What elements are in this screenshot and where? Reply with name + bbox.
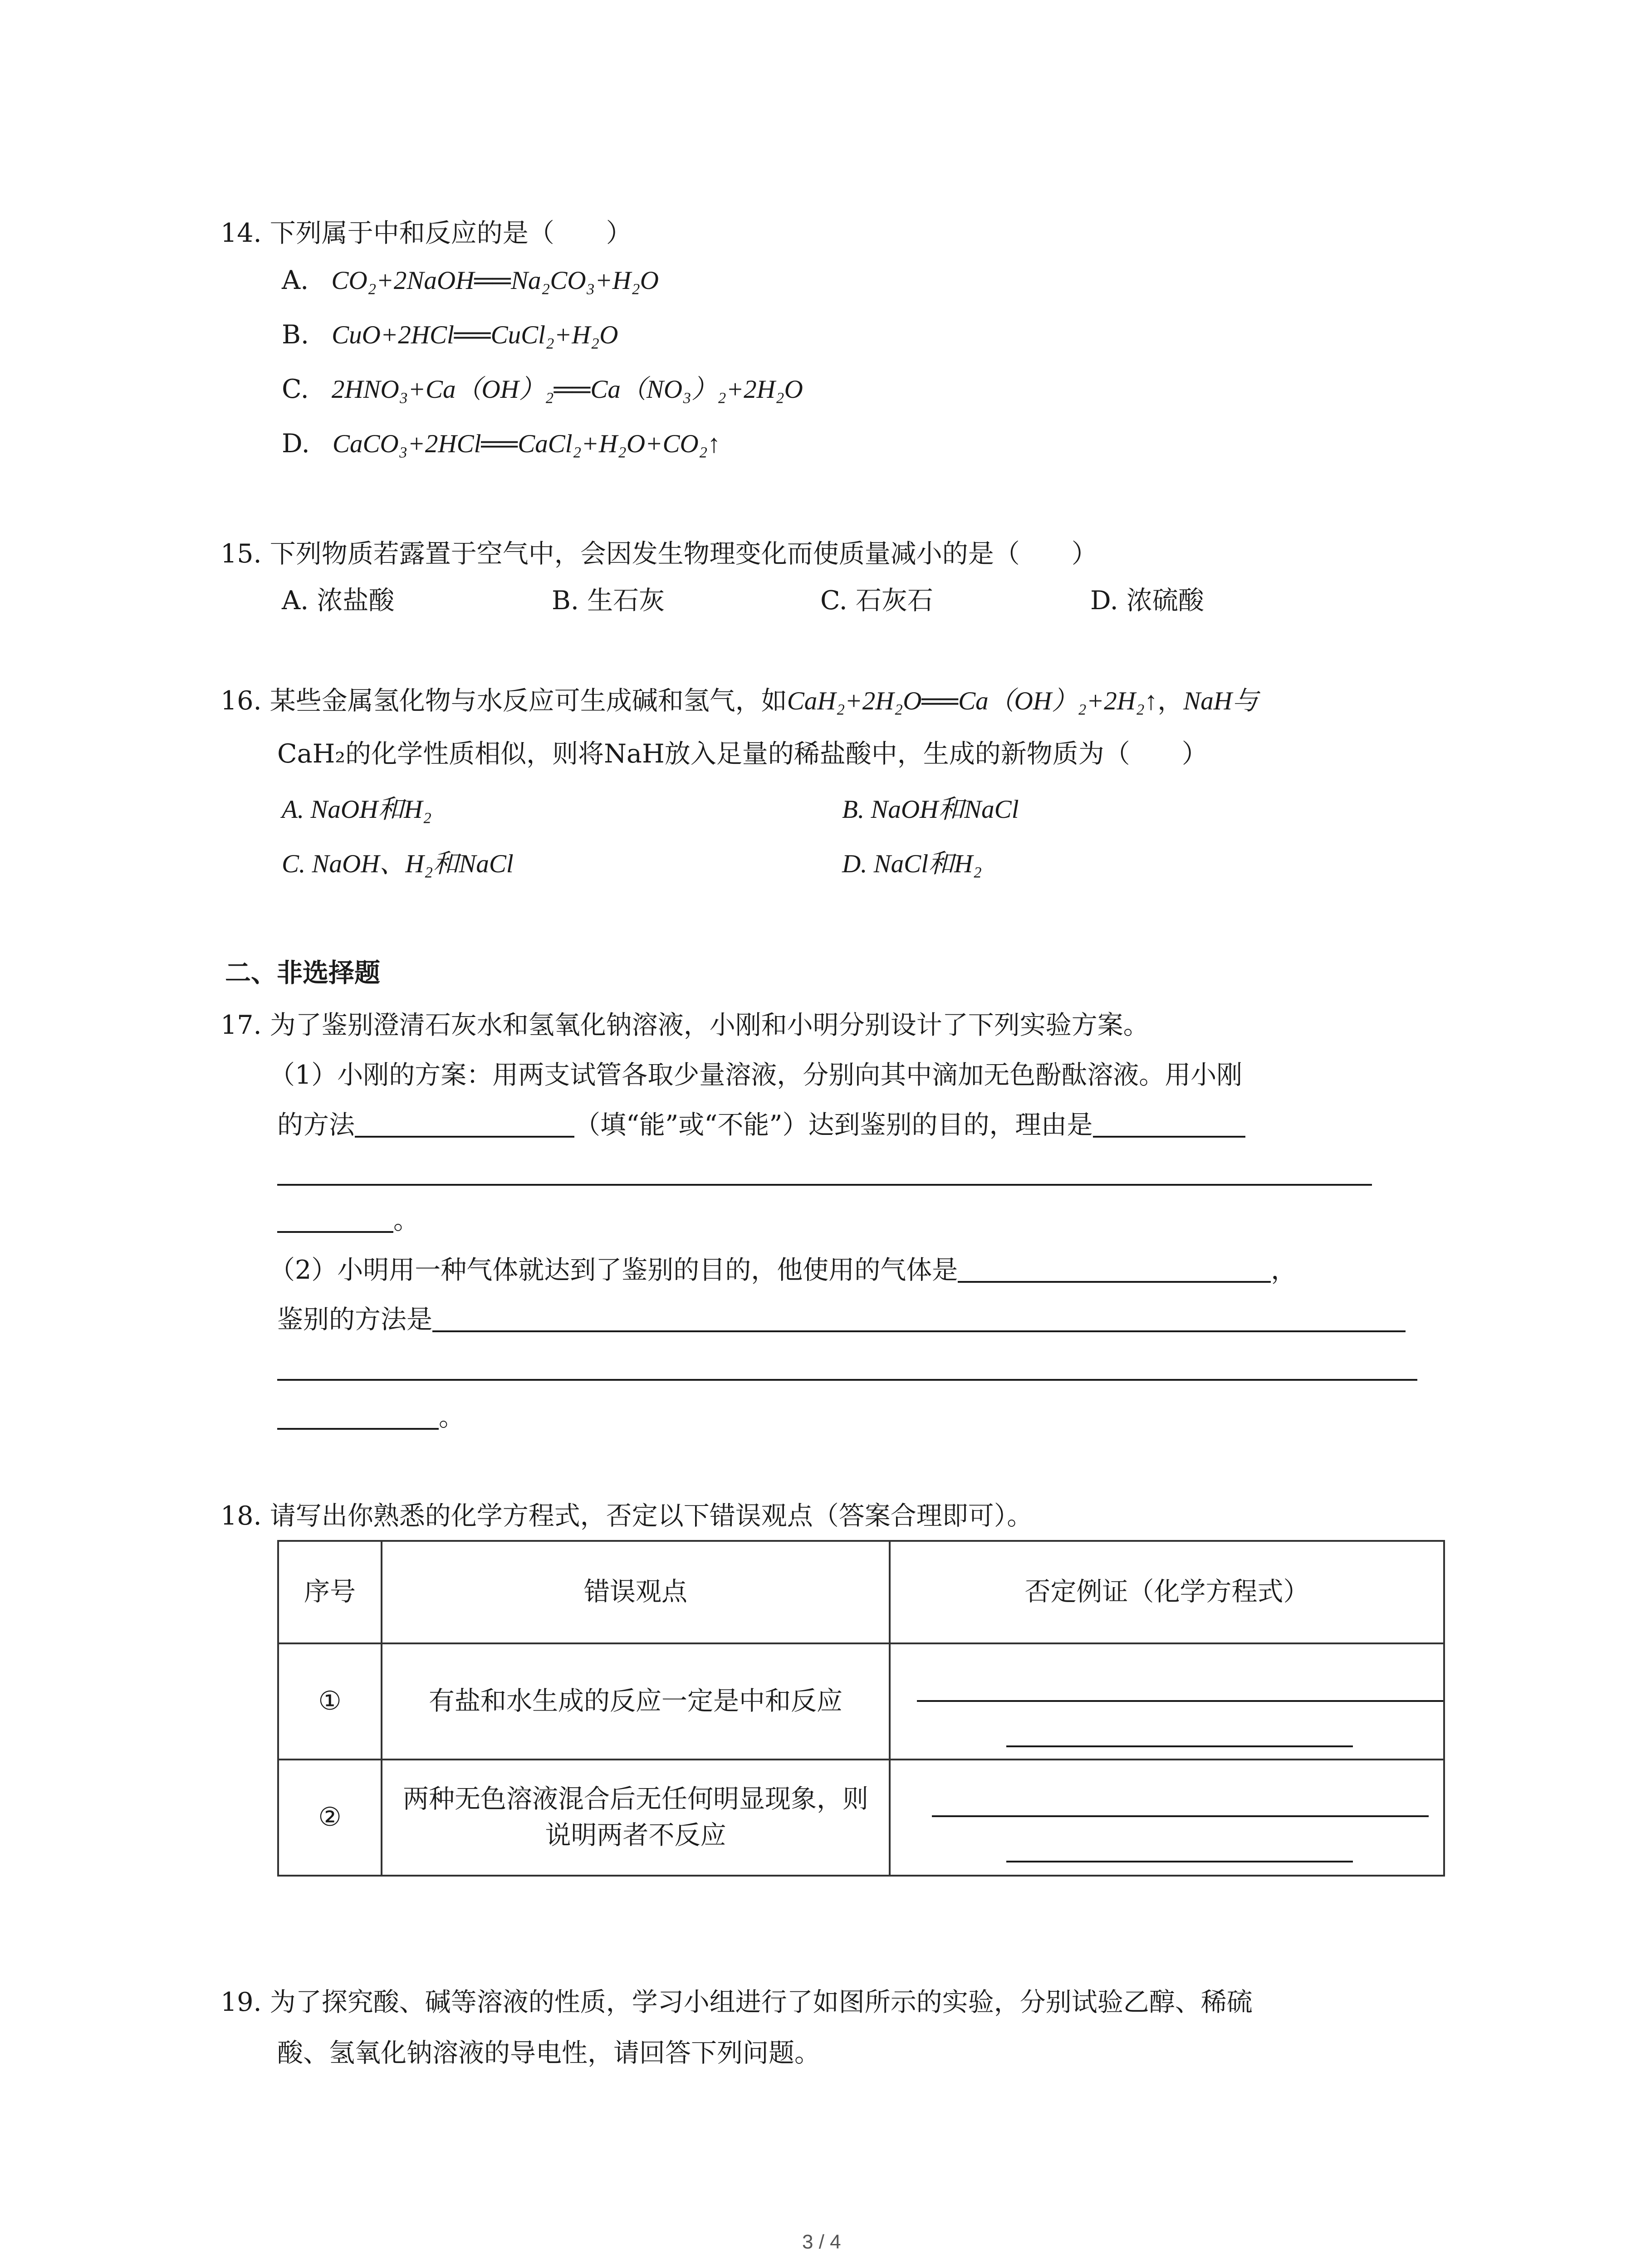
q14-option-b[interactable] — [282, 320, 618, 350]
q17-end-mark-1: 。 — [393, 1205, 419, 1235]
q17-part2-comma: ， — [1271, 1255, 1297, 1285]
q18-row1-answer-line-1[interactable] — [917, 1700, 1443, 1702]
q18-row1-view: 有盐和水生成的反应一定是中和反应 — [382, 1643, 890, 1760]
q18-row2-answer-line-1[interactable] — [932, 1815, 1429, 1817]
q17-answer-blank-5[interactable] — [958, 1256, 1271, 1282]
q14-option-a[interactable] — [282, 266, 659, 296]
q16-stem-line2: CaH₂的化学性质相似，则将NaH放入足量的稀盐酸中，生成的新物质为（ ） — [277, 739, 1208, 769]
q17-part2-line2 — [277, 1305, 1406, 1335]
table-row — [278, 1643, 1444, 1760]
q14-option-d-label: D. — [282, 429, 310, 459]
q15-stem: 15. 下列物质若露置于空气中，会因发生物理变化而使质量减小的是（ ） — [220, 539, 1097, 569]
q18-row2-answer[interactable] — [890, 1760, 1444, 1876]
q14-option-c-label: C. — [282, 374, 309, 404]
q17-answer-line-7[interactable] — [277, 1379, 1417, 1381]
q17-part1-text-b: （填“能”或“不能”）达到鉴别的目的，理由是 — [574, 1110, 1093, 1140]
q16-option-b[interactable]: B. NaOH和NaCl — [842, 795, 1019, 824]
q14-stem: 14. 下列属于中和反应的是（ ） — [220, 218, 632, 248]
q16-stem-equation: CaH₂+2H₂O══Ca（OH）₂+2H₂↑ — [787, 687, 1158, 715]
q18-stem: 18. 请写出你熟悉的化学方程式，否定以下错误观点（答案合理即可）。 — [220, 1501, 1033, 1531]
table-row — [278, 1760, 1444, 1876]
q15-option-d[interactable]: D. 浓硫酸 — [1090, 586, 1204, 616]
q18-row1-answer-line-2[interactable] — [1006, 1745, 1353, 1747]
q14-option-d[interactable] — [282, 429, 720, 459]
q17-part2-method: 鉴别的方法是 — [277, 1305, 432, 1334]
q18-header-example: 否定例证（化学方程式） — [890, 1541, 1444, 1643]
section-heading: 二、非选择题 — [225, 958, 380, 988]
q15-option-c[interactable]: C. 石灰石 — [820, 586, 933, 616]
q18-table — [277, 1540, 1445, 1877]
q18-header-view: 错误观点 — [382, 1541, 890, 1643]
q14-option-b-label: B. — [282, 320, 309, 350]
q17-answer-blank-1[interactable] — [355, 1111, 574, 1137]
q16-option-a[interactable]: A. NaOH和H₂ — [282, 795, 432, 824]
q17-answer-blank-2[interactable] — [1093, 1111, 1245, 1137]
q16-stem-suffix: NaH与 — [1183, 687, 1258, 715]
q17-answer-blank-8[interactable] — [277, 1403, 439, 1429]
q14-option-a-label: A. — [282, 265, 309, 295]
q17-part1-line1: （1）小刚的方案：用两支试管各取少量溶液，分别向其中滴加无色酚酞溶液。用小刚 — [269, 1060, 1243, 1090]
page-number: 3 / 4 — [802, 2231, 841, 2253]
q14-option-a-equation: CO₂+2NaOH══Na₂CO₃+H₂O — [331, 266, 659, 295]
q17-stem: 17. 为了鉴别澄清石灰水和氢氧化钠溶液，小刚和小明分别设计了下列实验方案。 — [220, 1010, 1149, 1040]
q17-part1-text-a: 的方法 — [277, 1110, 355, 1140]
q17-answer-blank-4[interactable] — [277, 1206, 393, 1232]
q17-answer-blank-6[interactable] — [432, 1305, 1406, 1332]
q16-option-c[interactable]: C. NaOH、H₂和NaCl — [282, 850, 514, 878]
q19-line2: 酸、氢氧化钠溶液的导电性，请回答下列问题。 — [277, 2038, 820, 2068]
q17-end-mark-2: 。 — [439, 1402, 465, 1432]
q16-option-d[interactable]: D. NaCl和H₂ — [842, 850, 982, 878]
q17-part2-line4 — [277, 1403, 465, 1432]
q18-row2-no: ② — [278, 1760, 382, 1876]
q15-option-b[interactable]: B. 生石灰 — [552, 586, 665, 616]
q19-line1: 19. 为了探究酸、碱等溶液的性质，学习小组进行了如图所示的实验，分别试验乙醇、稀硫 — [220, 1987, 1253, 2017]
q18-header-no: 序号 — [278, 1541, 382, 1643]
q16-stem-line1: 16. 某些金属氢化物与水反应可生成碱和氢气，如CaH₂+2H₂O══Ca（OH）₂+2H₂↑，NaH与 — [220, 686, 1258, 716]
q18-row2-view: 两种无色溶液混合后无任何明显现象，则说明两者不反应 — [382, 1760, 890, 1876]
q18-row1-no: ① — [278, 1643, 382, 1760]
q17-part2-text: （2）小明用一种气体就达到了鉴别的目的，他使用的气体是 — [269, 1255, 958, 1285]
q17-part1-line2 — [277, 1110, 1245, 1140]
q14-option-c-equation: 2HNO₃+Ca（OH）₂══Ca（NO₃）₂+2H₂O — [331, 375, 803, 404]
q18-row2-answer-line-2[interactable] — [1006, 1861, 1353, 1862]
q18-header-row — [278, 1541, 1444, 1643]
q14-option-d-equation: CaCO₃+2HCl══CaCl₂+H₂O+CO₂↑ — [332, 430, 720, 458]
q14-option-c[interactable] — [282, 375, 803, 405]
q17-part2-line1 — [269, 1256, 1297, 1286]
q16-stem-prefix: 16. 某些金属氢化物与水反应可生成碱和氢气，如 — [220, 686, 787, 716]
q17-answer-line-3[interactable] — [277, 1184, 1372, 1186]
q15-option-a[interactable]: A. 浓盐酸 — [282, 586, 395, 616]
q18-row1-answer[interactable] — [890, 1643, 1444, 1760]
q17-part1-line4 — [277, 1206, 419, 1236]
q14-option-b-equation: CuO+2HCl══CuCl₂+H₂O — [332, 321, 618, 349]
